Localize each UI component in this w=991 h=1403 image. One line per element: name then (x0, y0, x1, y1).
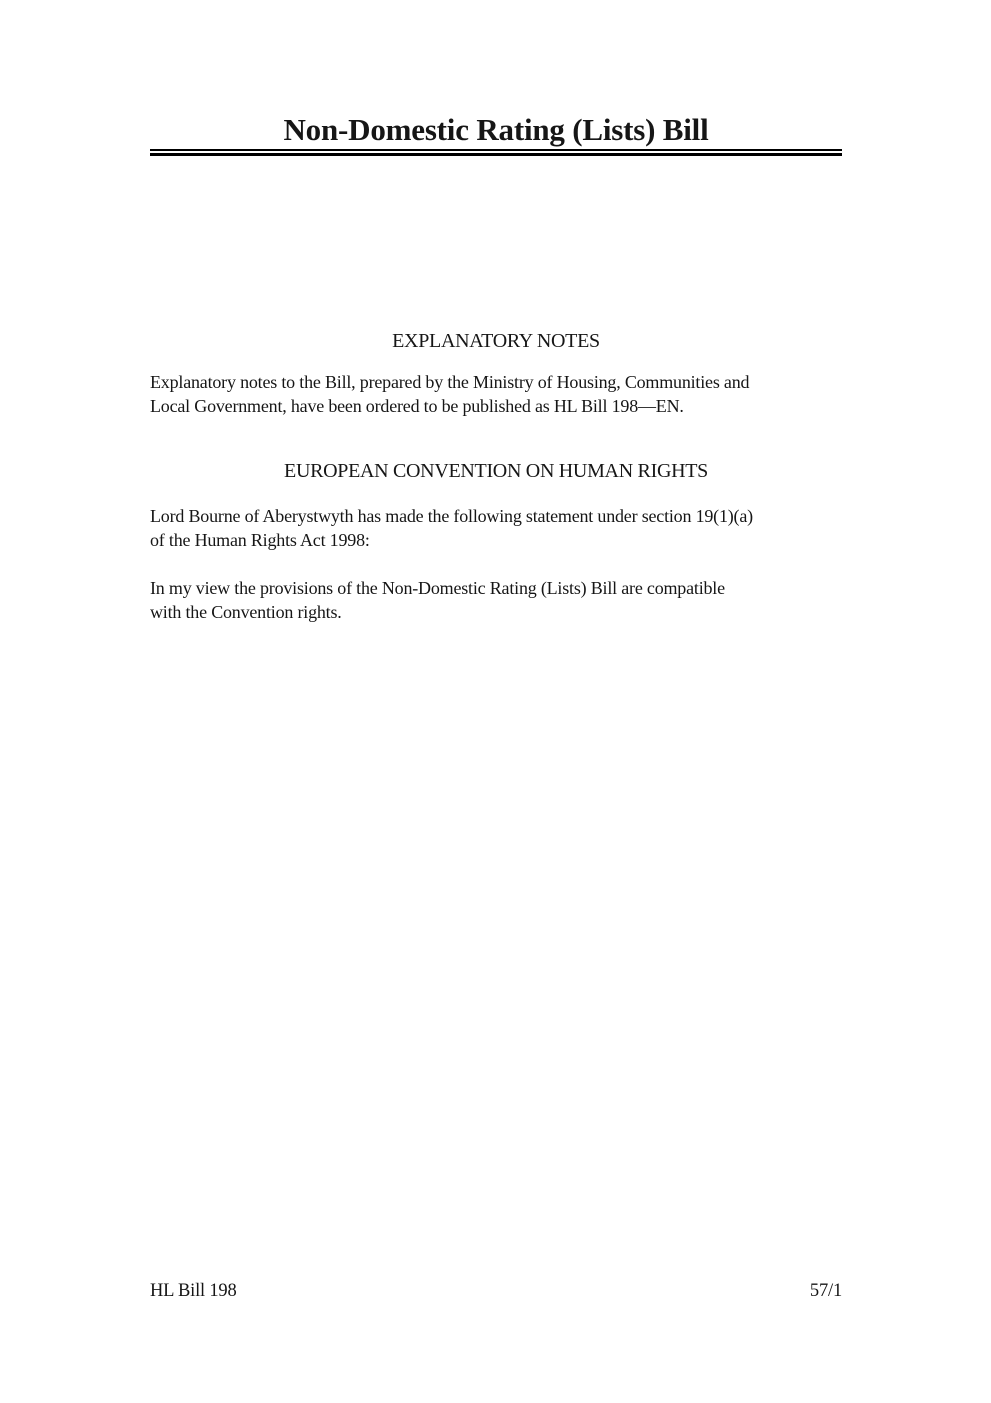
echr-compatibility-paragraph (150, 576, 842, 624)
bill-title: Non-Domestic Rating (Lists) Bill (283, 112, 709, 147)
title-rule-thick-line (150, 153, 842, 156)
paragraph-line: Lord Bourne of Aberystwyth has made the following statement under section 19(1)(a) (150, 506, 753, 526)
paragraph-line: Local Government, have been ordered to be published as HL Bill 198—EN. (150, 396, 684, 416)
paragraph-line: In my view the provisions of the Non-Domestic Rating (Lists) Bill are compatible (150, 578, 725, 598)
page-footer (150, 1279, 842, 1303)
paragraph-line: with the Convention rights. (150, 602, 342, 622)
paragraph-line: Explanatory notes to the Bill, prepared by the Ministry of Housing, Communities and (150, 372, 750, 392)
echr-statement-paragraph (150, 504, 842, 552)
title-rule (150, 149, 842, 156)
paragraph-line: of the Human Rights Act 1998: (150, 530, 370, 550)
footer-session-number: 57/1 (809, 1281, 842, 1301)
explanatory-notes-heading: EXPLANATORY NOTES (392, 330, 600, 352)
echr-heading: EUROPEAN CONVENTION ON HUMAN RIGHTS (284, 460, 708, 482)
explanatory-notes-paragraph (150, 370, 842, 418)
footer-bill-number: HL Bill 198 (150, 1281, 237, 1301)
